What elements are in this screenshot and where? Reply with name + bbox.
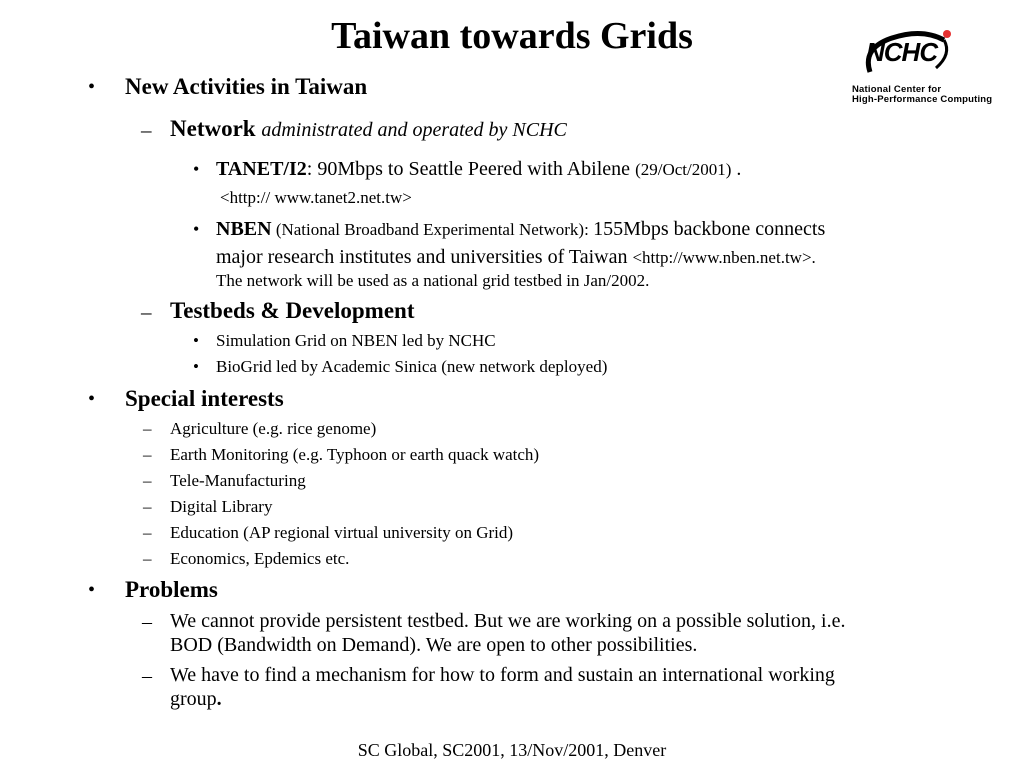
problem-1-line-1: We cannot provide persistent testbed. But we are working on a possible solution, i.e. — [170, 610, 846, 632]
nchc-logo — [852, 28, 1002, 108]
dash-marker: – — [141, 118, 152, 142]
nben-text-2: major research institutes and universities of Taiwan — [216, 246, 633, 268]
interest-item: Agriculture (e.g. rice genome) — [170, 419, 377, 438]
bullet-marker: • — [193, 357, 199, 376]
tanet-colon: : — [306, 158, 313, 180]
bullet-marker: • — [88, 388, 96, 410]
nben-text-3: The network will be used as a national grid testbed in Jan/2002. — [216, 271, 650, 290]
dash-marker: – — [143, 523, 152, 542]
problem-2-word: group — [170, 688, 217, 710]
problem-2-line-1: We have to find a mechanism for how to form and sustain an international working — [170, 664, 835, 686]
slide-title: Taiwan towards Grids — [331, 15, 693, 57]
testbeds-label: Testbeds & Development — [170, 298, 415, 323]
bullet-marker: • — [88, 579, 96, 601]
tanet-end: . — [731, 158, 742, 180]
bullet-marker: • — [193, 159, 200, 179]
logo-line-1: National Center for — [852, 84, 942, 95]
nben-name: NBEN — [216, 218, 272, 240]
problem-2-line-2 — [170, 688, 222, 711]
bullet-marker: • — [193, 219, 200, 239]
tanet-name: TANET/I2 — [216, 158, 307, 180]
network-label: Network — [170, 116, 256, 141]
problem-1-line-2: BOD (Bandwidth on Demand). We are open to other possibilities. — [170, 634, 698, 656]
tanet-url[interactable]: <http:// www.tanet2.net.tw> — [220, 188, 412, 207]
interest-item: Digital Library — [170, 497, 273, 516]
nben-paren: (National Broadband Experimental Network): — [271, 220, 594, 239]
nben-item — [216, 218, 825, 241]
logo-line-2: High-Performance Computing — [852, 94, 993, 105]
heading-new-activities: New Activities in Taiwan — [125, 74, 368, 99]
interest-item: Economics, Epdemics etc. — [170, 549, 350, 568]
network-item — [170, 116, 567, 142]
tanet-date: (29/Oct/2001) — [635, 160, 732, 179]
bullet-marker: • — [193, 331, 199, 350]
dash-marker: – — [142, 665, 152, 687]
dash-marker: – — [143, 445, 152, 464]
interest-item: Earth Monitoring (e.g. Typhoon or earth quack watch) — [170, 445, 540, 464]
problem-2-period: . — [216, 688, 222, 710]
nben-url[interactable]: <http://www.nben.net.tw>. — [632, 248, 816, 267]
heading-problems: Problems — [125, 577, 218, 602]
slide-footer: SC Global, SC2001, 13/Nov/2001, Denver — [357, 740, 667, 760]
interest-item: Education (AP regional virtual university on Grid) — [170, 523, 514, 542]
dash-marker: – — [141, 300, 152, 324]
nben-line-2 — [216, 246, 816, 269]
dash-marker: – — [143, 549, 152, 568]
heading-special-interests: Special interests — [125, 386, 284, 411]
testbed-item: Simulation Grid on NBEN led by NCHC — [216, 331, 496, 350]
dash-marker: – — [143, 497, 152, 516]
tanet-item — [216, 158, 741, 181]
dash-marker: – — [142, 611, 152, 633]
tanet-text: 90Mbps to Seattle Peered with Abilene — [312, 158, 636, 180]
dash-marker: – — [143, 471, 152, 490]
testbed-item: BioGrid led by Academic Sinica (new network deployed) — [216, 357, 608, 376]
nben-text-1: 155Mbps backbone connects — [593, 218, 826, 240]
network-desc: administrated and operated by NCHC — [261, 119, 567, 141]
interest-item: Tele-Manufacturing — [170, 471, 306, 490]
logo-mark: NCHC — [866, 37, 938, 67]
bullet-marker: • — [88, 76, 96, 98]
dash-marker: – — [143, 419, 152, 438]
